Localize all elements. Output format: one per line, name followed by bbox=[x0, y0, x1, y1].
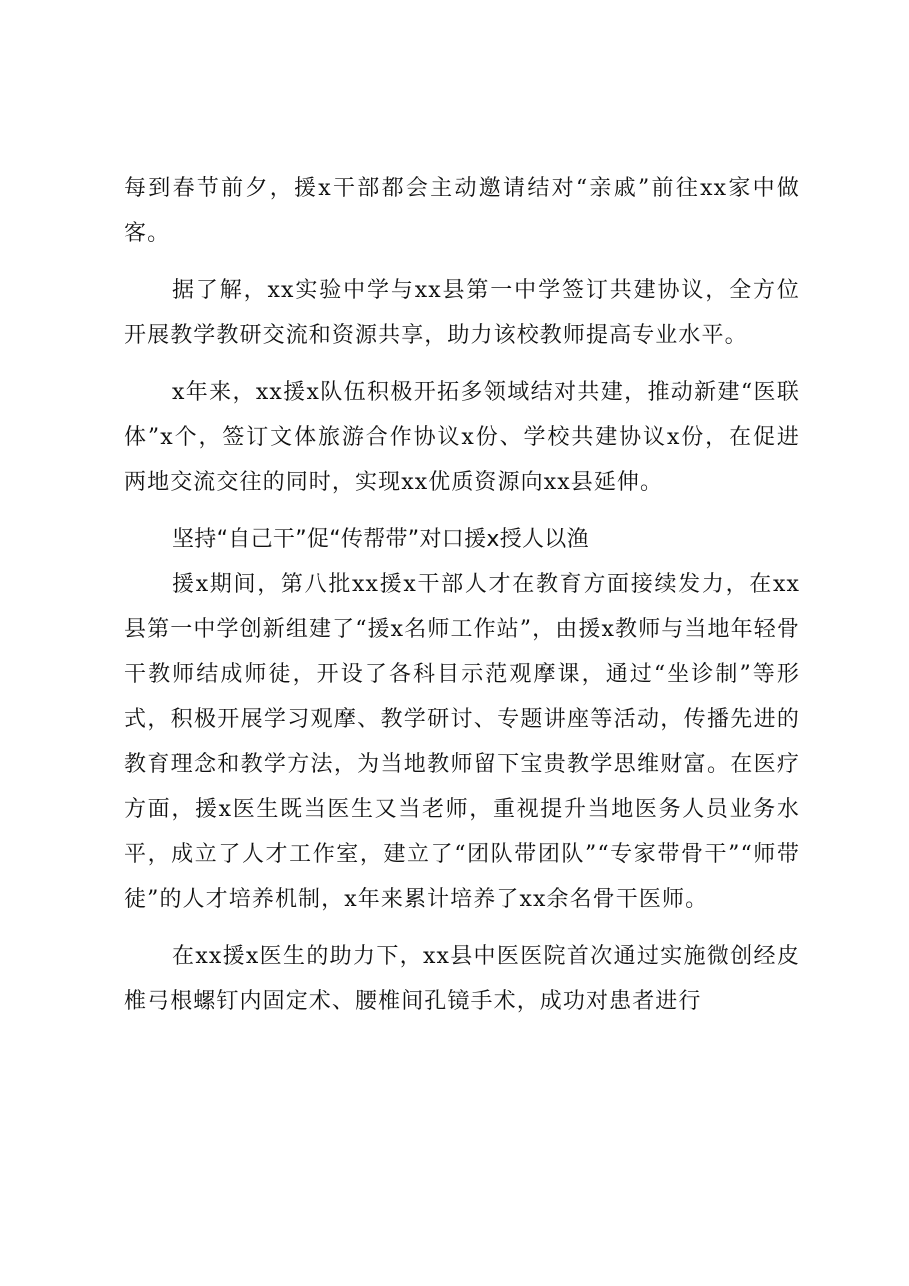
section-heading: 坚持“自己干”促“传帮带”对口援x授人以渔 bbox=[172, 527, 589, 552]
paragraph-continuation: 每到春节前夕，援x干部都会主动邀请结对“亲戚”前往xx家中做客。 bbox=[124, 176, 800, 246]
paragraph-hospital-surgery: 在xx援x医生的助力下，xx县中医医院首次通过实施微创经皮椎弓根螺钉内固定术、腰椎间孔镜手术，成功对患者进行 bbox=[124, 944, 800, 1014]
document-body bbox=[124, 166, 800, 1024]
paragraph-cooperation-agreement: 据了解，xx实验中学与xx县第一中学签订共建协议，全方位开展教学教研交流和资源共享，助力该校教师提高专业水平。 bbox=[124, 278, 800, 348]
paragraph-multi-field-cooperation: x年来，xx援x队伍积极开拓多领域结对共建，推动新建“医联体”x个，签订文体旅游合作协议x份、学校共建协议x份，在促进两地交流交往的同时，实现xx优质资源向xx县延伸。 bbox=[124, 380, 800, 495]
paragraph-education-medical-support: 援x期间，第八批xx援x干部人才在教育方面接续发力，在xx县第一中学创新组建了“援x名师工作站”，由援x教师与当地年轻骨干教师结成师徒，开设了各科目示范观摩课，通过“坐诊制”等形式，积极开展学习观摩、教学研讨、专题讲座等活动，传播先进的教育理念和教学方法，为当地教师留下宝贵教学思维财富。在医疗方面，援x医生既当医生又当老师，重视提升当地医务人员业务水平，成立了人才工作室，建立了“团队带团队”“专家带骨干”“师带徒”的人才培养机制，x年来累计培养了xx余名骨干医师。 bbox=[124, 572, 800, 912]
